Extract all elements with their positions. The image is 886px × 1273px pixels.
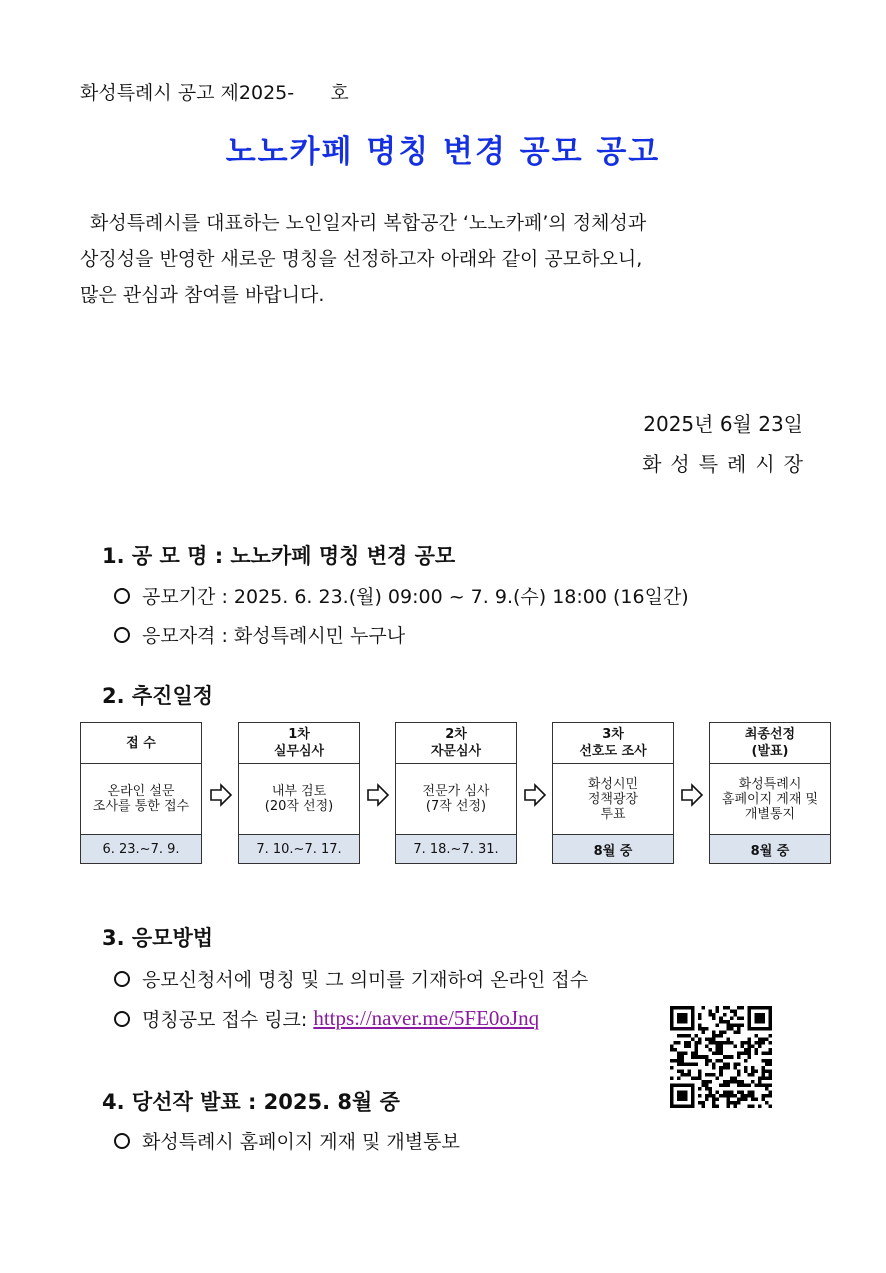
step-title xyxy=(396,723,516,764)
step-body xyxy=(239,764,359,834)
step-date: 8월 중 xyxy=(710,834,830,863)
link-item xyxy=(114,1005,539,1032)
circle-bullet-icon xyxy=(114,627,130,643)
right-arrow-icon xyxy=(363,782,393,808)
step-title-line: 1차 xyxy=(288,727,310,742)
step-title-line: 접 수 xyxy=(126,735,156,751)
schedule-step-preference-survey xyxy=(552,722,674,864)
schedule-step-receipt xyxy=(80,722,202,864)
circle-bullet-icon xyxy=(114,1133,130,1149)
step-body-line: 화성시민 xyxy=(587,776,639,792)
link-label: 명칭공모 접수 링크: xyxy=(142,1009,308,1031)
step-body xyxy=(553,764,673,834)
period-item xyxy=(114,582,689,609)
schedule-step-final-selection xyxy=(709,722,831,864)
step-date: 6. 23.~7. 9. xyxy=(81,834,201,863)
circle-bullet-icon xyxy=(114,1011,130,1027)
step-body-line: (20작 선정) xyxy=(264,799,334,814)
announcement-date: 2025년 6월 23일 xyxy=(643,412,803,436)
period-text: 공모기간 : 2025. 6. 23.(월) 09:00 ~ 7. 9.(수) 18:00 (16일간) xyxy=(142,586,689,608)
step-body-line: (7작 선정) xyxy=(425,799,487,814)
step-body-line: 조사를 통한 접수 xyxy=(92,799,190,814)
intro-line: 화성특례시를 대표하는 노인일자리 복합공간 ‘노노카페’의 정체성과 xyxy=(90,212,647,234)
step-title-line: (발표) xyxy=(751,744,789,759)
step-date: 7. 18.~7. 31. xyxy=(396,834,516,863)
step-body xyxy=(396,764,516,834)
step-title-line: 최종선정 xyxy=(744,727,796,742)
eligibility-item xyxy=(114,621,405,648)
intro-line: 상징성을 반영한 새로운 명칭을 선정하고자 아래와 같이 공모하오니, xyxy=(80,248,643,270)
step-title xyxy=(81,723,201,764)
right-arrow-icon xyxy=(520,782,550,808)
step-title xyxy=(710,723,830,764)
step-title-line: 2차 xyxy=(445,727,467,742)
step-title xyxy=(553,723,673,764)
circle-bullet-icon xyxy=(114,588,130,604)
step-body xyxy=(710,764,830,834)
announcement-item xyxy=(114,1127,460,1154)
step-body-line: 정책광장 xyxy=(587,791,639,807)
section4-heading: 4. 당선작 발표 : 2025. 8월 중 xyxy=(102,1090,400,1114)
announcement-text: 화성특례시 홈페이지 게재 및 개별통보 xyxy=(142,1131,460,1153)
section2-heading: 2. 추진일정 xyxy=(102,684,214,708)
step-date: 7. 10.~7. 17. xyxy=(239,834,359,863)
method-text: 응모신청서에 명칭 및 그 의미를 기재하여 온라인 접수 xyxy=(142,969,589,991)
intro-line: 많은 관심과 참여를 바랍니다. xyxy=(80,284,325,306)
schedule-step-second-review xyxy=(395,722,517,864)
circle-bullet-icon xyxy=(114,971,130,987)
step-title-line: 선호도 조사 xyxy=(579,744,647,759)
document-title: 노노카페 명칭 변경 공모 공고 xyxy=(225,134,661,170)
step-body-line: 홈페이지 게재 및 xyxy=(721,791,819,807)
application-link[interactable]: https://naver.me/5FE0oJnq xyxy=(313,1006,540,1030)
right-arrow-icon xyxy=(677,782,707,808)
step-body-line: 온라인 설문 xyxy=(107,784,175,799)
section3-heading: 3. 응모방법 xyxy=(102,926,214,950)
step-body-line: 내부 검토 xyxy=(271,784,327,799)
step-date: 8월 중 xyxy=(553,834,673,863)
step-body-line: 개별통지 xyxy=(744,806,796,822)
step-body xyxy=(81,764,201,834)
qr-code[interactable] xyxy=(670,1005,772,1109)
step-title xyxy=(239,723,359,764)
step-title-line: 3차 xyxy=(602,727,624,742)
schedule-step-first-review xyxy=(238,722,360,864)
step-body-line: 화성특례시 xyxy=(738,776,802,792)
eligibility-text: 응모자격 : 화성특례시민 누구나 xyxy=(142,625,406,647)
step-title-line: 실무심사 xyxy=(273,744,325,759)
intro-paragraph xyxy=(80,205,810,313)
issuer-name: 화성특례시장 xyxy=(642,452,812,476)
method-item xyxy=(114,965,588,992)
step-body-line: 투표 xyxy=(600,806,626,822)
step-body-line: 전문가 심사 xyxy=(422,784,490,799)
schedule-flow xyxy=(80,722,832,864)
right-arrow-icon xyxy=(206,782,236,808)
step-title-line: 자문심사 xyxy=(430,744,482,759)
section1-heading: 1. 공 모 명 : 노노카페 명칭 변경 공모 xyxy=(102,544,456,568)
notice-number: 화성특례시 공고 제2025- 호 xyxy=(80,82,349,104)
